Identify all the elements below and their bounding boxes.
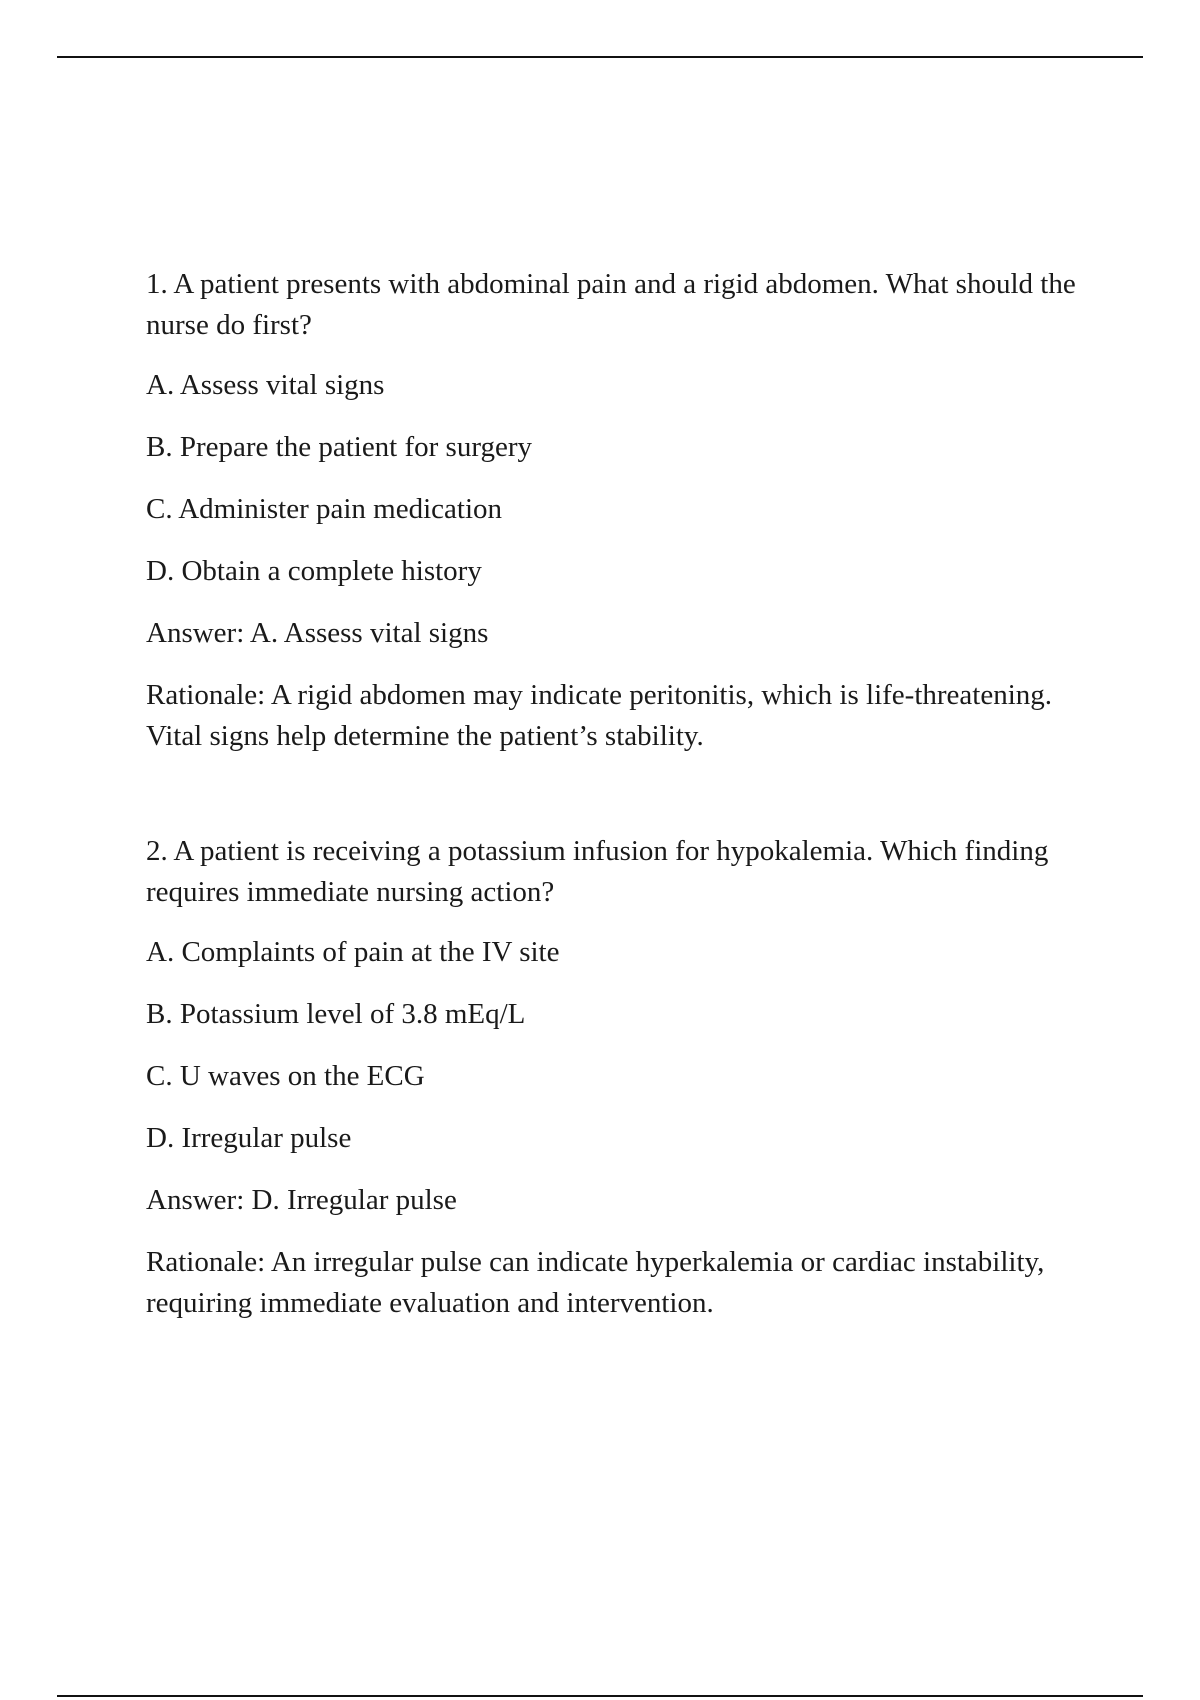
footer-rule xyxy=(57,1695,1143,1697)
correct-answer: Answer: A. Assess vital signs xyxy=(146,617,489,649)
rationale: Rationale: A rigid abdomen may indicate peritonitis, which is life-threatening. Vital signs help determine the patient’s stability. xyxy=(146,679,1053,752)
correct-answer: Answer: D. Irregular pulse xyxy=(146,1184,457,1216)
question-stem: 2. A patient is receiving a potassium infusion for hypokalemia. Which finding requires immediate nursing action? xyxy=(146,835,1049,908)
answer-option-d: D. Irregular pulse xyxy=(146,1122,352,1154)
answer-option-d: D. Obtain a complete history xyxy=(146,555,482,587)
answer-option-b: B. Prepare the patient for surgery xyxy=(146,431,533,463)
document-body xyxy=(146,264,1076,1324)
answer-option-c: C. U waves on the ECG xyxy=(146,1060,425,1092)
header-rule xyxy=(57,56,1143,58)
answer-option-a: A. Complaints of pain at the IV site xyxy=(146,936,560,968)
answer-option-c: C. Administer pain medication xyxy=(146,493,503,525)
rationale: Rationale: An irregular pulse can indicate hyperkalemia or cardiac instability, requiring immediate evaluation and intervention. xyxy=(146,1246,1045,1319)
question-block xyxy=(146,264,1076,757)
question-stem: 1. A patient presents with abdominal pain and a rigid abdomen. What should the nurse do first? xyxy=(146,268,1076,341)
answer-option-a: A. Assess vital signs xyxy=(146,369,385,401)
question-block xyxy=(146,831,1076,1324)
answer-option-b: B. Potassium level of 3.8 mEq/L xyxy=(146,998,526,1030)
